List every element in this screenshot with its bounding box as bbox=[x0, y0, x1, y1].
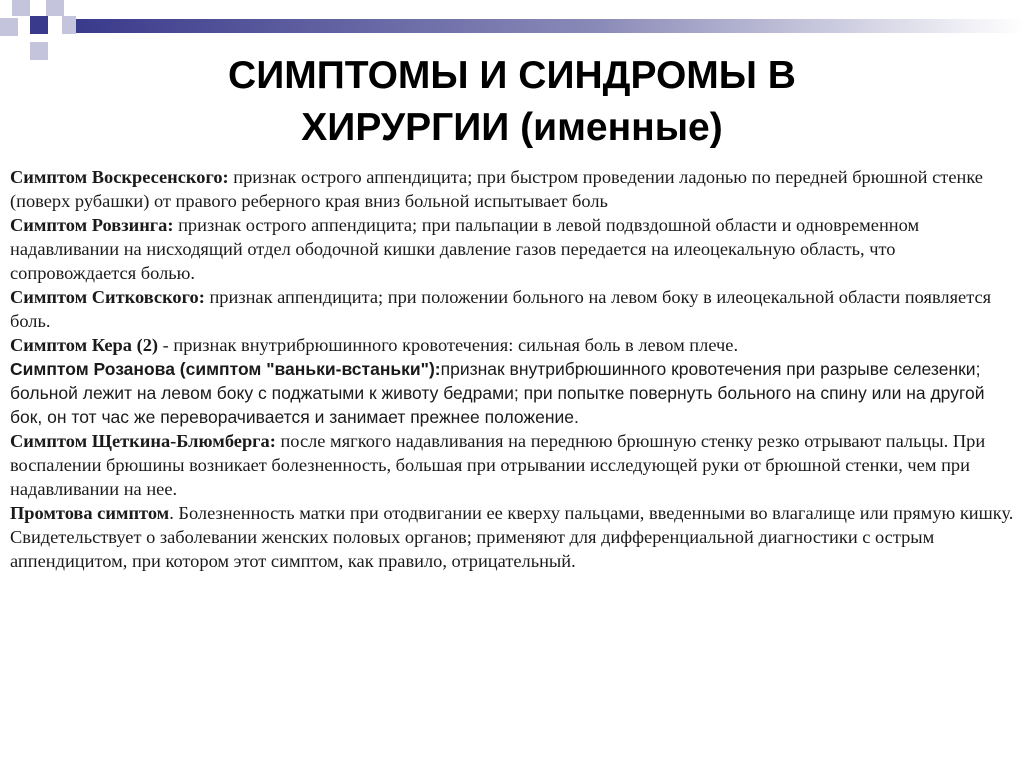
title-line-1: СИМПТОМЫ И СИНДРОМЫ В bbox=[228, 54, 796, 97]
symptom-term: Симптом Щеткина-Блюмберга: bbox=[10, 431, 276, 451]
symptom-term: Симптом Розанова (симптом "ваньки-встаньки"): bbox=[10, 359, 441, 379]
symptom-description: - признак внутрибрюшинного кровотечения: сильная боль в левом плече. bbox=[158, 335, 739, 355]
symptom-description: признак аппендицита; при положении больного на левом боку в илеоцекальной области появляется боль. bbox=[10, 287, 992, 331]
page-title bbox=[0, 50, 1024, 154]
symptom-term: Симптом Ситковского: bbox=[10, 287, 205, 307]
deco-square bbox=[46, 0, 64, 16]
symptom-entry bbox=[10, 429, 1014, 501]
symptom-entry bbox=[10, 333, 1014, 357]
symptom-entry bbox=[10, 165, 1014, 213]
symptom-entry bbox=[10, 357, 1014, 429]
symptom-description: после мягкого надавливания на переднюю брюшную стенку резко отрывают пальцы. При воспалении брюшины возникает болезненность, большая при отрывании исследующей руки от брюшной стенки, чем при надавливании на нее. bbox=[10, 431, 986, 499]
deco-square bbox=[0, 18, 18, 36]
title-line-2: ХИРУРГИИ (именные) bbox=[301, 106, 723, 149]
symptom-entry bbox=[10, 501, 1014, 573]
deco-square bbox=[62, 16, 76, 34]
symptom-description: признак острого аппендицита; при пальпации в левой подвздошной области и одновременном надавливании на нисходящий отдел ободочной кишки давление газов передается на илеоцекальную область, что сопровождается болью. bbox=[10, 215, 920, 283]
symptom-term: Симптом Кера (2) bbox=[10, 335, 159, 355]
symptom-description: признак острого аппендицита; при быстром проведении ладонью по передней брюшной стенке (поверх рубашки) от правого реберного края вниз больной испытывает боль bbox=[10, 167, 983, 211]
header-bar bbox=[76, 19, 1024, 33]
symptom-term: Симптом Воскресенского: bbox=[10, 167, 229, 187]
symptom-entry bbox=[10, 213, 1014, 285]
symptoms-list bbox=[10, 165, 1014, 573]
symptom-term: Симптом Ровзинга: bbox=[10, 215, 174, 235]
deco-square bbox=[12, 0, 30, 16]
deco-square bbox=[30, 16, 48, 34]
symptom-description: . Болезненность матки при отодвигании ее кверху пальцами, введенными во влагалище или прямую кишку. Свидетельствует о заболевании женских половых органов; применяют для дифференциальной диагностики с острым аппендицитом, при котором этот симптом, как правило, отрицательный. bbox=[10, 503, 1014, 571]
symptom-term: Промтова симптом bbox=[10, 503, 170, 523]
symptom-description: признак внутрибрюшинного кровотечения при разрыве селезенки; больной лежит на левом боку с поджатыми к животу бедрами; при попытке повернуть больного на спину или на другой бок, он тот час же переворачивается и занимает прежнее положение. bbox=[10, 359, 985, 427]
symptom-entry bbox=[10, 285, 1014, 333]
